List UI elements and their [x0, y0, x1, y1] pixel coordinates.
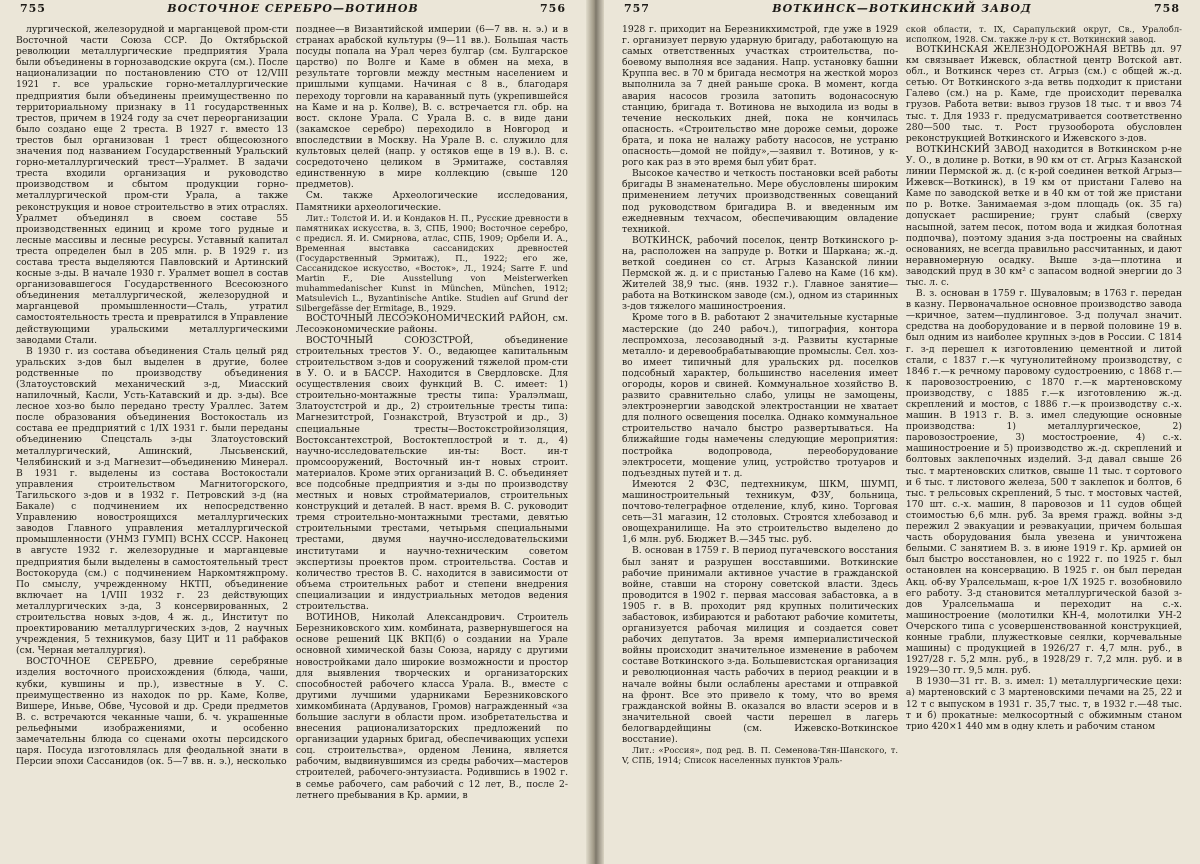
literature-note-continued: ской области, т. IX, Сарапульский округ, Св., Уралобл-исполком, 1928. См. также л-ру к ст. Воткинский завод. — [905, 24, 1182, 44]
entry-vostochnoe-serebro: ВОСТОЧНОЕ СЕРЕБРО, древние серебряные изделия восточного происхождения (блюда, чаши, кубки, кувшины и пр.), известные в У. С. преимущественно из находок по рр. Каме, Колве, Вишере, Иньве, Обве, Чусовой и др. Среди предметов В. с. встречаются чеканные чаши, б. ч. украшенные рельефными изображениями, и особенно замечательны блюда со сценами охоты персидского царя. Посуда изготовлялась для феодальной знати в Персии эпохи Сассанидов (ок. 5—7 вв. н. э.), несколько — [16, 656, 289, 768]
left-column-2 — [296, 24, 568, 858]
left-page-number: 755 — [20, 2, 46, 15]
paragraph: позднее—в Византийской империи (6—7 вв. н. э.) и в странах арабской культуры (9—11 вв.). Большая часть посуды попала на Урал через булгар (см. Булгарское царство) по Волге и Каме в обмен на меха, в результате торговли между местным населением и пришлыми купцами. Начиная с 8 в., благодаря переходу торговли на караванный путь (укрепившейся на Каме и на р. Колве), В. с. встречается гл. обр. на вост. склоне Урала. С Урала В. с. в виде дани (закамское серебро) переходило в Новгород и впоследствии в Москву. На Урале В. с. служило для культовых целей (напр. у остяков еще в 19 в.). В. с. сосредоточено целиком в Эрмитаже, составляя единственную в мире коллекцию (свыше 120 предметов). — [295, 24, 568, 191]
left-page-corner-number: 756 — [540, 2, 566, 15]
paragraph: В 1930 г. из состава объединения Сталь целый ряд уральских з-дов был выделен в другие, более родственные по производству объединения (Златоустовский механический з-д, Миасский напилочный, Касли, Усть-Катавский и др. з-ды). Все лесное хоз-во было передано тресту Ураллес. Затем после образования объединения Востокосталь из состава ее предприятий с 1/IX 1931 г. были переданы объединению Спецсталь з-ды Златоустовский металлургический, Ашинский, Лысьвенский, Челябинский и з-д Магнезит—объединению Минерал. В 1931 г. выделены из состава Востокостали управления строительством Магнитогорского, Тагильского з-дов и в 1932 г. Петровский з-д (на Бакале) с подчинением их непосредственно Управлению новостроящихся металлургических заводов Главного управления металлургической промышленности (УНМЗ ГУМП) ВСНХ СССР. Наконец в августе 1932 г. железорудные и марганцевые предприятия были выделены в самостоятельный трест Востокоруда (см.) с подчинением Наркомтяжпрому. По смыслу, учрежденному НКТП, объединение включает на 1/VIII 1932 г. 23 действующих металлургических з-да, 3 консервированных, 2 строительства новых з-дов, 4 ж. д., Институт по проектированию металлургических з-дов, 2 научных учреждения, 5 техникумов, базу ЦИТ и 11 рабфаков (см. Черная металлургия). — [16, 345, 289, 657]
entry-lesoekonomichesky-rayon: ВОСТОЧНЫЙ ЛЕСОЭКОНОМИЧЕСКИЙ РАЙОН, см. Лесоэкономические районы. — [295, 312, 568, 335]
paragraph: В 1930—31 гг. В. з. имел: 1) металлургические цехи: а) мартеновский с 3 мартеновскими печами на 25, 22 и 12 т с выпуском в 1931 г. 35,7 тыс. т, в 1932 г.—48 тыс. т и б) прокатные: мелкосортный с обжимным станом трио 420×1 440 мм в одну клеть и рабочим станом — [905, 676, 1182, 732]
left-running-head: ВОСТОЧНОЕ СЕРЕБРО—ВОТИНОВ — [167, 2, 419, 15]
paragraph: Кроме того в В. работают 2 значительные кустарные мастерские (до 240 рабоч.), типография, контора леспромхоза, лесозаводный з-д. Развиты кустарные металло- и деревообрабатывающие промыслы. Сел. хоз-во имеет типичный для уральских рд. поселков подсобный характер, большинство населения имеет огороды, коров и свиней. Коммунальное хозяйство В. развито сравнительно слабо, улицы не замощены, электроэнергии заводской электростанции не хватает для полного освещения поселка. Однако коммунальное строительство начало быстро развертываться. На ближайшие годы намечены следующие мероприятия: постройка водопровода, переоборудование электросети, мощение улиц, устройство тротуаров и подъездных путей и т. д. — [622, 312, 899, 479]
see-also: См. также Археологические исследования, Памятники археологические. — [295, 190, 568, 213]
paragraph: В. основан в 1759 г. В период пугачевского восстания был занят и разрушен восставшими. Воткинские рабочие принимали активное участие в гражданской войне, ставши на сторону советской власти. Здесь проводится в 1902 г. первая массовая забастовка, а в 1905 г. в В. проходит ряд крупных политических забастовок, избираются и работают рабочие комитеты, организуется рабочая милиция и создается совет рабочих депутатов. За время империалистической войны происходит значительное изменение в рабочем составе Воткинского з-да. Большевистская организация и революционная часть рабочих в период реакции и в начале войны были ослаблены арестами и отправкой на фронт. Все это привело к тому, что во время гражданской войны В. оказался во власти эсеров и в значительной своей части перешел в лагерь белогвардейщины (см. Ижевско-Воткинское восстание). — [622, 545, 899, 745]
paragraph: 1928 г. приходит на Березникхимстрой, где уже в 1929 г. организует первую ударную бригаду, работающую на самых ответственных участках строительства, по-боевому выполняя все задания. Напр. установку башни Круппа вес. в 70 м бригада несмотря на жесткой мороз выполнила за 7 дней раньше срока. В момент, когда авария насосов грозила затопить водонасосную станцию, бригада т. Вотинова не выходила из воды в течение нескольких дней, пока не кончилась опасность. «Строительство мне дороже семьи, дороже брата, и пока не налажу работу насосов, не устраню опасность—домой не пойду»,—заявил т. Вотинов, у к-рого как раз в это время был убит брат. — [622, 24, 899, 169]
right-page-header — [624, 2, 1180, 20]
paragraph: лургической, железорудной и марганцевой пром-сти Восточной части Союза ССР. До Октябрьской революции металлургические предприятия Урала были объединены в горнозаводские округа (см.). После национализации по постановлению СТО от 12/VIII 1921 г. все уральские горно-металлургические предприятия были объединены преимущественно по территориальному признаку в 11 государственных трестов, причем в 1924 году за счет переорганизации было создано еще 2 треста. В 1927 г. вместо 13 трестов был организован 1 трест общесоюзного значения под названием Государственный Уральский горно-металлургический трест—Уралмет. В задачи треста входили организация и руководство производством и сбытом продукции горно-металлургической пром-сти Урала, а также реконструкция и новое строительство в этих отраслях. Уралмет объединял в своем составе 55 производственных единиц и кроме того рудные и лесные массивы и лесные ресурсы. Уставный капитал треста определен был в 205 млн. р. В 1929 г. из состава треста выделяются Павловский и Артинский косные з-ды. В начале 1930 г. Уралмет вошел в состав организовавшегося Государственного Всесоюзного объединения металлургической, железорудной и марганцевой промышленности—Сталь, утратил самостоятельность треста и превратился в Управление действующими уральскими металлургическими заводами Стали. — [16, 24, 289, 346]
paragraph: Высокое качество и четкость постановки всей работы бригады В знаменательно. Мере обусловлены широким применением летучих производственных совещаний под руководством бригадира В. и введенным им ежедневным техчасом, обеспечивающим овладение техникой. — [622, 168, 899, 235]
right-page-columns — [622, 24, 1182, 858]
right-running-head: ВОТКИНСК—ВОТКИНСКИЙ ЗАВОД — [772, 2, 1032, 15]
paragraph: В. з. основан в 1759 г. Шуваловым; в 1763 г. передан в казну. Первоначальное основное производство завода—кричное, затем—пудлинговое. З-д получал значит. средства на дооборудование и в первой половине 19 в. был одним из наиболее крупных з-дов в России. С 1814 г. з-д перешел к изготовлению цементной и литой стали, с 1837 г.—к чугунолитейному производству, с 1846 г.—к речному паровому судостроению, с 1868 г.—к паровозостроению, с 1870 г.—к мартеновскому производству, с 1885 г.—к изготовлению ж.-д. скреплений и мостов, с 1886 г.—к производству с.-х. машин. В 1913 г. В. з. имел следующие основные производства: 1) металлургическое, 2) паровозостроение, 3) мостостроение, 4) с.-х. машиностроение и 5) производство ж.-д. скреплений и болтовых заклепочных изделий. З-д давал свыше 26 тыс. т мартеновских слитков, свыше 11 тыс. т сортового и 6 тыс. т листового железа, 500 т заклепок и болтов, 6 тыс. т рельсовых скреплений, 5 тыс. т мостовых частей, 170 шт. с.-х. машин, 8 паровозов и 11 судов общей стоимостью 6,6 млн. руб. За время гражд. войны з-д пережил 2 эвакуации и реэвакуации, причем большая часть оборудования была увезена и уничтожена белыми. С занятием В. з. в июне 1919 г. Кр. армией он был быстро восстановлен, но с 1922 г. по 1925 г. был остановлен на консервацию. В 1925 г. он был передан Акц. об-ву Уралсельмаш, к-рое 1/X 1925 г. возобновило его работу. З-д становится металлургической базой з-дов Уралсельмаша и переходит на с.-х. машиностроение (молотилки КН-4, молотилки УН-2 Очерского типа с усовершенствованной конструкцией, конные грабли, плужестковые сеялки, корчевальные машины) с продукцией в 1926/27 г. 4,7 млн. руб., в 1927/28 г. 5,2 млн. руб., в 1928/29 г. 7,2 млн. руб. и в 1929—30 гг. 9,5 млн. руб. — [905, 288, 1182, 677]
left-page — [0, 0, 586, 864]
entry-votinov: ВОТИНОВ, Николай Александрович. Строитель Березниковского хим. комбината, развернувшегося на основе решений ЦК ВКП(б) о создании на Урале основной химической базы Союза, наряду с другими новостройками дало широкие возможности и простор для выявления творческих и организаторских способностей рабочего класса Урала. В., вместе с другими лучшими ударниками Березниковского химкомбината (Ардуванов, Громов) награжденный «за большие заслуги в области пром. изобретательства и внесения рационализаторских предложений по организации ударных бригад, обеспечивающих успехи соц. строительства», орденом Ленина, является рабочим, выдвинувшимся из среды рабочих—мастеров строителей, рабочего-энтузиаста. Родившись в 1902 г. в семье рабочего, сам рабочий с 12 лет, В., после 2-летнего пребывания в Кр. армии, в — [295, 612, 568, 801]
left-page-header — [20, 2, 566, 20]
book-gutter — [586, 0, 604, 864]
right-column-2 — [906, 24, 1182, 858]
right-page-number: 758 — [1154, 2, 1180, 15]
literature-note: Лит.: «Россия», под ред. В. П. Семенова-Тян-Шанского, т. V, СПБ, 1914; Список населенных пунктов Ураль- — [622, 745, 899, 766]
left-column-1 — [16, 24, 288, 858]
right-page-corner-number: 757 — [624, 2, 650, 15]
right-page — [604, 0, 1200, 864]
entry-votkinskaya-vetv: ВОТКИНСКАЯ ЖЕЛЕЗНОДОРОЖНАЯ ВЕТВЬ дл. 97 км связывает Ижевск, областной центр Вотской авт. обл., и Воткинск через ст. Агрыз (см.) с общей ж.-д. сетью. От Воткинского з-да ветвь подходит к пристани Галево (см.) на р. Каме, где происходит перевалка грузов. Работа ветви: вывоз грузов 18 тыс. т и ввоз 74 тыс. т. Для 1933 г. предусматривается соответственно 280—500 тыс. т. Рост грузооборота обусловлен реконструкцией Воткинского и Ижевского з-дов. — [905, 44, 1182, 144]
entry-votkinsk: ВОТКИНСК, рабочий поселок, центр Воткинского р-на, расположен на запруде р. Вотки и Шаркана; ж.-д. веткой соединен со ст. Агрыз Казанской линии Пермской ж. д. и с пристанью Галево на Каме (16 км). Жителей 38,9 тыс. (янв. 1932 г.). Главное занятие—работа на Воткинском заводе (см.), одном из старинных з-дов тяжелого машиностроения. — [622, 234, 899, 313]
entry-vostochny-soyuzstroy: ВОСТОЧНЫЙ СОЮЗСТРОЙ, объединение строительных трестов У. О., ведающее капитальным строительством з-дов и сооружений тяжелой пром-сти в У. О. и в БАССР. Находится в Свердловске. Для осуществления своих функций В. С. имеет: 1) строительно-монтажные тресты типа: Уралэлмаш, Златоустстрой и др., 2) строительные тресты типа: Магнезитстрой, Гознакстрой, Втузстрой и др., 3) специальные тресты—Востокстройизоляция, Востоксантехстрой, Востоктеплострой и т. д., 4) научно-исследовательские ин-ты: Вост. ин-т промсооружений, Восточный ин-т новых строит. материалов. Кроме этих организаций В. С. объединяет все подсобные предприятия и з-ды по производству местных и новых стройматериалов, строительных конструкций и деталей. В наст. время В. С. руководит тремя строительно-монтажными трестами, девятью строительными трестами, четырьмя специальными трестами, двумя научно-исследовательскими институтами и научно-техническим советом экспертизы проектов пром. строительства. Состав и количество трестов В. С. находится в зависимости от объема строительных работ и степени внедрения специализации и индустриальных методов ведения строительства. — [295, 334, 568, 613]
left-page-columns — [16, 24, 568, 858]
entry-votkinsky-zavod: ВОТКИНСКИЙ ЗАВОД находится в Воткинском р-не У. О., в долине р. Вотки, в 90 км от ст. Агрыз Казанской линии Пермской ж. д. (с к-рой соединен веткой Агрыз—Ижевск—Воткинск), в 19 км от пристани Галево на Каме по заводской ветке и в 40 км от той же пристани по р. Вотке. Занимаемая з-дом площадь (ок. 35 га) допускает расширение; грунт слабый (сверху насыпной, затем песок, потом вода и жидкая болотная подпочва), поэтому здания з-да построены на свайных основаниях, не всегда правильно рассчитанных, и дают неравномерную осадку. Выше з-да—плотина и заводский пруд в 30 км² с запасом водной энергии до 3 тыс. л. с. — [905, 143, 1182, 288]
literature-note: Лит.: Толстой И. И. и Кондаков Н. П., Русские древности в памятниках искусства, в. 3, СПБ, 1900; Восточное серебро, с предисл. Я. И. Смирнова, атлас, СПБ, 1909; Орбели И. А., Временная выставка сассанидских древностей (Государственный Эрмитаж), П., 1922; его же, Сассанидское искусство, «Восток», Л., 1924; Sarre F. und Martin F., Die Ausstellung von Meisterwerken muhammedanischer Kunst in München, München, 1912; Matsulevich L., Byzantinische Antike. Studien auf Grund der Silbergefässe der Ermitage, B., 1929. — [295, 212, 568, 313]
right-column-1 — [622, 24, 898, 858]
paragraph: Имеются 2 ФЗС, педтехникум, ШКМ, ШУМП, машиностроительный техникум, ФЗУ, больница, почтово-телеграфное отделение, клуб, кино. Торговая сеть—31 магазин, 12 столовых. Строятся хлебозавод и овощехранилище. На это строительство выделено до 1,6 млн. руб. Бюджет В.—345 тыс. руб. — [622, 478, 899, 546]
